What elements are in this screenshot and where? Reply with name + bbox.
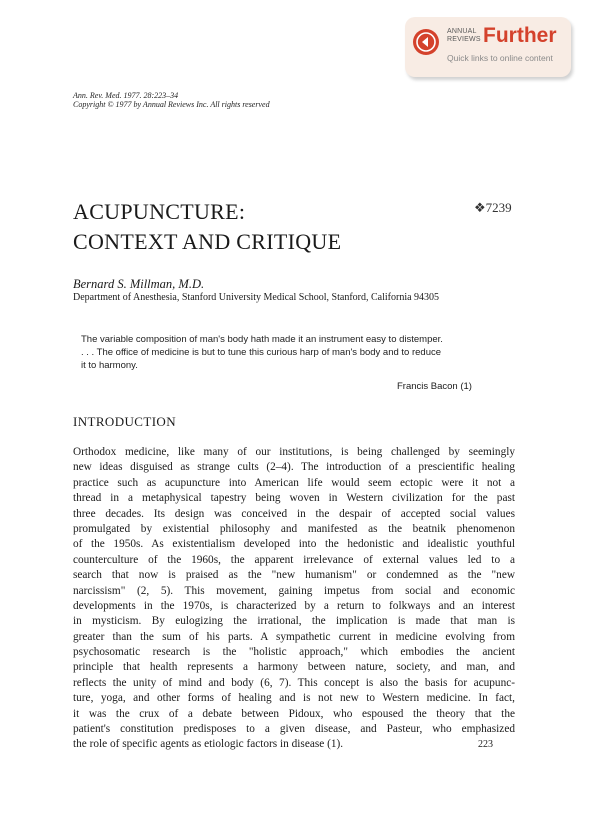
text-line: psychosomatic research is the "holistic approach," which embodies the ancient: [73, 646, 515, 659]
text-line: new ideas disguised as strange cults (2–4). The introduction of a prescientific healing: [73, 461, 515, 474]
epigraph-line: The variable composition of man's body hath made it an instrument easy to distemper.: [81, 334, 443, 345]
text-line: promulgated by existential philosophy and manifested as the beatnik phenomenon: [73, 522, 515, 535]
text-line: practice such as acupuncture into American life would seem ectopic were it not a: [73, 476, 515, 489]
title-line1: ACUPUNCTURE:: [73, 199, 246, 224]
badge-publisher: [447, 28, 481, 44]
body-paragraph: [73, 445, 515, 753]
arrow-circle-icon: [413, 29, 439, 55]
citation-line1: Ann. Rev. Med. 1977. 28:223–34: [73, 91, 179, 100]
epigraph-attribution: Francis Bacon (1): [397, 381, 472, 392]
text-line: three decades. Its design was conceived in the despair of accepted social values: [73, 507, 515, 520]
text-line: counterculture of the 1960s, the apparent irrelevance of external values led to a: [73, 553, 515, 566]
badge-subtitle: Quick links to online content: [447, 53, 553, 63]
text-line: the role of specific agents as etiologic factors in disease (1).: [73, 738, 344, 751]
text-line: in mysticism. By eulogizing the irrational, the implication is made that man is: [73, 615, 515, 628]
text-line: principle that health represents a harmony between nature, society, and man, and: [73, 661, 515, 674]
text-line: patient's constitution predisposes to a given disease, and Pasteur, who emphasized: [73, 723, 515, 736]
text-line: narcissism" (2, 5). This movement, gaining impetus from social and economic: [73, 584, 515, 597]
text-line: developments in the 1970s, is characterized by a return to folkways and an interest: [73, 599, 515, 612]
text-line: greater than the sum of his parts. A sympathetic current in medicine evolving from: [73, 630, 515, 643]
author-name: Bernard S. Millman, M.D.: [73, 277, 205, 291]
epigraph: [81, 333, 501, 372]
epigraph-line: it to harmony.: [81, 360, 138, 371]
page-number: 223: [478, 739, 493, 750]
epigraph-line: . . . The office of medicine is but to tune this curious harp of man's body and to reduce: [81, 347, 442, 358]
title-line2: CONTEXT AND CRITIQUE: [73, 229, 342, 254]
section-heading: INTRODUCTION: [73, 414, 177, 429]
journal-citation: [73, 91, 270, 109]
text-line: of the 1950s. As existentialism developed into the hedonistic and idealistic youthful: [73, 538, 515, 551]
text-line: thread in a metaphysical tapestry being woven in Western civilization for the past: [73, 492, 515, 505]
article-code: ❖7239: [474, 200, 512, 215]
author-affiliation: Department of Anesthesia, Stanford University Medical School, Stanford, California 94305: [73, 292, 440, 303]
article-title: [73, 197, 341, 257]
badge-line1: ANNUAL: [447, 28, 477, 35]
text-line: reflects the unity of mind and body (6, 7). This concept is also the basis for acupunc-: [73, 676, 515, 689]
citation-line2: Copyright © 1977 by Annual Reviews Inc. All rights reserved: [73, 100, 270, 109]
text-line: ture, yoga, and other forms of healing and is not new to Western medicine. In fact,: [73, 692, 515, 705]
text-line: Orthodox medicine, like many of our institutions, is being challenged by seemingly: [73, 446, 515, 458]
text-line: it was the crux of a debate between Pidoux, who espoused the theory that the: [73, 707, 515, 720]
text-line: search that now is praised as the "new humanism" or condemned as the "new: [73, 569, 515, 582]
further-badge[interactable]: [405, 17, 571, 77]
badge-brand: Further: [483, 24, 557, 47]
badge-line2: REVIEWS: [447, 36, 481, 43]
